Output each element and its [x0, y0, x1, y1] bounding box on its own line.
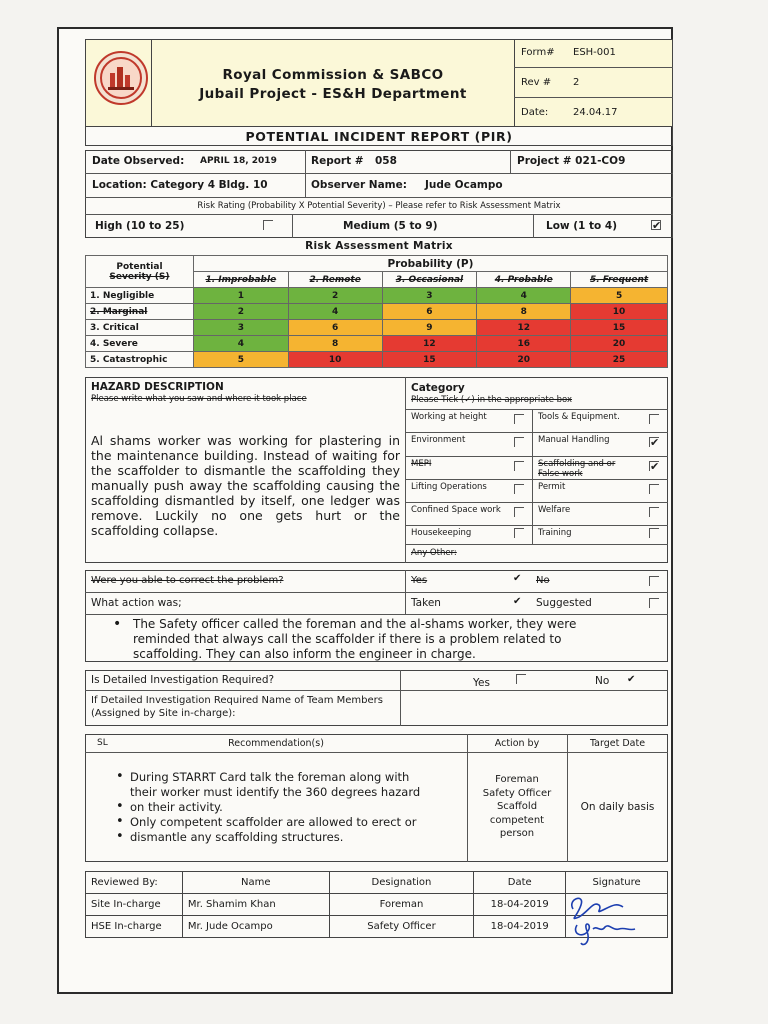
form-number-value: ESH-001 [573, 47, 616, 58]
recommendation-line: on their activity. [130, 800, 223, 814]
severity-header-cell [86, 256, 194, 288]
medium-risk-label: Medium (5 to 9) [343, 220, 438, 232]
rec-header-divider [85, 752, 668, 753]
category-left-label: MEPI [411, 459, 432, 469]
correction-yes-mark: ✔ [513, 573, 522, 584]
probability-column-5: 5. Frequent [571, 272, 668, 288]
category-left-checkbox[interactable] [514, 507, 524, 517]
category-row-line [405, 525, 668, 526]
matrix-cell: 12 [477, 320, 571, 336]
meta-divider-2 [514, 97, 673, 98]
category-row-line [405, 456, 668, 457]
risk-rating-note: Risk Rating (Probability X Potential Severity) – Please refer to Risk Assessment Matrix [197, 201, 561, 211]
sl-header: SL [97, 738, 108, 748]
probability-column-2: 2. Remote [288, 272, 382, 288]
category-subtitle: Please Tick (✓) in the appropriate box [411, 395, 573, 405]
royal-commission-logo [94, 51, 148, 105]
investigation-question: Is Detailed Investigation Required? [91, 674, 275, 686]
review-designation-cell: Foreman [329, 894, 474, 916]
header-title-box [151, 39, 515, 127]
recommendation-line: their worker must identify the 360 degrees hazard [130, 785, 421, 799]
review-role-cell: HSE In-charge [86, 916, 183, 938]
matrix-cell: 25 [571, 352, 668, 368]
hazard-title: HAZARD DESCRIPTION [91, 381, 224, 393]
form-date-value: 24.04.17 [573, 107, 618, 118]
matrix-cell: 15 [382, 352, 477, 368]
cat-row-line-0 [405, 409, 668, 410]
action-bullet: • [113, 616, 122, 632]
severity-label: 1. Negligible [86, 288, 194, 304]
team-members-label: If Detailed Investigation Required Name of Team Members (Assigned by Site in-charge): [91, 695, 383, 719]
matrix-title: Risk Assessment Matrix [305, 240, 453, 252]
category-left-label: Lifting Operations [411, 482, 487, 492]
matrix-cell: 20 [477, 352, 571, 368]
org-line-1: Royal Commission & SABCO [222, 67, 444, 83]
probability-column-3: 3. Occasional [382, 272, 477, 288]
recommendation-bullet: • [116, 829, 124, 844]
matrix-cell: 5 [193, 352, 288, 368]
form-number-label: Form# [521, 47, 555, 58]
review-role-cell: Site In-charge [86, 894, 183, 916]
high-risk-checkbox[interactable] [263, 220, 273, 230]
info-vdivider-4 [533, 214, 534, 238]
recommendation-header: Recommendation(s) [228, 738, 324, 749]
review-header-cell: Designation [329, 872, 474, 894]
category-left-checkbox[interactable] [514, 414, 524, 424]
category-right-label: Manual Handling [538, 435, 610, 445]
matrix-cell: 8 [477, 304, 571, 320]
matrix-cell: 6 [288, 320, 382, 336]
info-divider-3 [85, 214, 673, 215]
category-right-label: Training [538, 528, 572, 538]
low-risk-checkbox[interactable]: ✔ [652, 219, 662, 232]
severity-label: 3. Critical [86, 320, 194, 336]
category-row-line [405, 479, 668, 480]
investigation-yes-checkbox[interactable] [516, 674, 526, 684]
form-frame [57, 27, 673, 994]
matrix-cell: 20 [571, 336, 668, 352]
category-mid-divider [532, 409, 533, 544]
matrix-row [86, 336, 668, 352]
category-right-checkbox[interactable]: ✔ [650, 460, 660, 473]
probability-column-1: 1. Improbable [193, 272, 288, 288]
category-right-checkbox[interactable] [649, 528, 659, 538]
matrix-body [86, 288, 668, 368]
severity-label: 5. Catastrophic [86, 352, 194, 368]
hazard-vdivider [405, 377, 406, 563]
matrix-cell: 8 [288, 336, 382, 352]
recommendation-bullet: • [116, 799, 124, 814]
category-row-line [405, 432, 668, 433]
matrix-cell: 10 [571, 304, 668, 320]
date-observed-label: Date Observed: [92, 155, 185, 167]
review-header-cell: Reviewed By: [86, 872, 183, 894]
correction-no-checkbox[interactable] [649, 576, 659, 586]
action-by-line: Safety Officer [482, 787, 552, 799]
category-right-checkbox[interactable] [649, 414, 659, 424]
severity-header-2: Severity (S) [109, 271, 170, 282]
category-title: Category [411, 382, 465, 394]
review-name-cell: Mr. Jude Ocampo [182, 916, 329, 938]
correction-vdivider [405, 570, 406, 614]
investigation-no-mark: ✔ [627, 674, 636, 685]
category-row-line [405, 502, 668, 503]
report-title: POTENTIAL INCIDENT REPORT (PIR) [245, 129, 513, 144]
matrix-row [86, 304, 668, 320]
action-by-line: person [499, 828, 535, 839]
correction-yes-label: Yes [411, 575, 428, 586]
info-vdivider-3 [292, 214, 293, 238]
rec-vdivider-2 [567, 734, 568, 862]
correction-no-label: No [536, 575, 550, 586]
recommendation-line: Only competent scaffolder are allowed to erect or [130, 815, 417, 829]
category-left-checkbox[interactable] [514, 461, 524, 471]
matrix-cell: 6 [382, 304, 477, 320]
recommendation-line: During STARRT Card talk the foreman along with [130, 770, 410, 784]
report-number-label: Report # [311, 155, 364, 167]
correction-question: Were you able to correct the problem? [91, 575, 284, 586]
category-right-checkbox[interactable] [649, 507, 659, 517]
suggested-checkbox[interactable] [649, 598, 659, 608]
matrix-row [86, 288, 668, 304]
taken-label: Taken [411, 597, 441, 609]
location-label: Location: Category 4 Bldg. 10 [92, 179, 268, 191]
review-header-cell: Date [474, 872, 566, 894]
matrix-cell: 2 [193, 304, 288, 320]
matrix-row [86, 320, 668, 336]
recommendation-line: dismantle any scaffolding structures. [130, 830, 344, 844]
action-by-line: Foreman [495, 774, 539, 785]
correction-divider-2 [85, 614, 668, 615]
matrix-row [86, 352, 668, 368]
correction-divider-1 [85, 592, 668, 593]
info-divider-2 [85, 197, 673, 198]
matrix-cell: 16 [477, 336, 571, 352]
matrix-cell: 5 [571, 288, 668, 304]
observer-label: Observer Name: [311, 179, 407, 191]
hazard-subtitle: Please write what you saw and where it took place [91, 394, 307, 404]
project-number: Project # 021-CO9 [517, 155, 626, 167]
review-name-cell: Mr. Shamim Khan [182, 894, 329, 916]
investigation-yes-label: Yes [473, 677, 490, 689]
action-by-header: Action by [494, 738, 540, 749]
matrix-cell: 15 [571, 320, 668, 336]
target-date-value: On daily basis [580, 801, 655, 813]
investigation-vdivider [400, 670, 401, 726]
action-by-line: Scaffold [496, 801, 538, 812]
org-line-2: Jubail Project - ES&H Department [199, 86, 467, 102]
form-date-label: Date: [521, 107, 549, 118]
investigation-divider [85, 690, 668, 691]
matrix-cell: 1 [193, 288, 288, 304]
category-right-checkbox[interactable]: ✔ [650, 436, 660, 449]
probability-column-4: 4. Probable [477, 272, 571, 288]
category-right-label: Permit [538, 482, 566, 492]
investigation-no-label: No [595, 675, 610, 687]
category-right-checkbox[interactable] [649, 484, 659, 494]
review-header-cell: Name [182, 872, 329, 894]
action-taken-text: The Safety officer called the foreman and the al-shams worker, they were reminded that always call the scaffolder if there is a problem related to scaffolding. They can also inform the engineer in charge. [133, 617, 577, 661]
category-left-checkbox[interactable] [514, 528, 524, 538]
probability-header: Probability (P) [193, 256, 667, 272]
category-row-line [405, 544, 668, 545]
matrix-cell: 9 [382, 320, 477, 336]
logo-emblem-icon [96, 53, 146, 103]
category-any-other: Any Other: [411, 548, 457, 558]
matrix-cell: 12 [382, 336, 477, 352]
category-left-label: Confined Space work [411, 505, 501, 515]
report-number-value: 058 [375, 155, 397, 167]
category-left-checkbox[interactable] [514, 484, 524, 494]
low-risk-label: Low (1 to 4) [546, 220, 618, 232]
risk-matrix-table [85, 255, 668, 368]
severity-label: 4. Severe [86, 336, 194, 352]
review-header-cell: Signature [566, 872, 668, 894]
matrix-cell: 10 [288, 352, 382, 368]
observer-value: Jude Ocampo [425, 179, 503, 191]
review-date-cell: 18-04-2019 [474, 894, 566, 916]
recommendation-bullet: • [116, 769, 124, 784]
target-date-header: Target Date [589, 738, 646, 749]
high-risk-label: High (10 to 25) [95, 220, 185, 232]
hazard-description-text: Al shams worker was working for plastering in the maintenance building. Instead of waiting for the scaffolder to dismantle the scaffolding they manually push away the scaffolding causing the scaffolding dismantled by itself, one ledger was remove. Luckily no one gets hurt or the scaffolding collapse. [91, 433, 400, 538]
matrix-cell: 2 [288, 288, 382, 304]
suggested-label: Suggested [536, 597, 592, 609]
matrix-cell: 3 [193, 320, 288, 336]
rev-value: 2 [573, 77, 580, 88]
severity-header-1: Potential [116, 261, 163, 272]
category-right-label: Welfare [538, 505, 571, 515]
category-left-label: Housekeeping [411, 528, 472, 538]
category-left-checkbox[interactable] [514, 437, 524, 447]
signature-image [563, 887, 643, 947]
category-right-label: Tools & Equipment. [538, 412, 620, 422]
category-left-label: Working at height [411, 412, 487, 422]
review-date-cell: 18-04-2019 [474, 916, 566, 938]
info-vdivider-1 [305, 150, 306, 197]
matrix-cell: 3 [382, 288, 477, 304]
info-vdivider-2 [510, 150, 511, 173]
review-designation-cell: Safety Officer [329, 916, 474, 938]
category-left-label: Environment [411, 435, 466, 445]
meta-divider-1 [514, 67, 673, 68]
category-right-label: Scaffolding and or False work [538, 459, 616, 479]
matrix-cell: 4 [193, 336, 288, 352]
matrix-cell: 4 [477, 288, 571, 304]
matrix-cell: 4 [288, 304, 382, 320]
recommendation-bullet: • [116, 814, 124, 829]
action-by-line: competent [489, 814, 545, 826]
action-label: What action was; [91, 597, 182, 609]
info-divider-1 [85, 173, 673, 174]
date-observed-value: APRIL 18, 2019 [200, 156, 277, 166]
taken-mark: ✔ [513, 596, 522, 607]
rev-label: Rev # [521, 77, 552, 88]
severity-label: 2. Marginal [86, 304, 194, 320]
